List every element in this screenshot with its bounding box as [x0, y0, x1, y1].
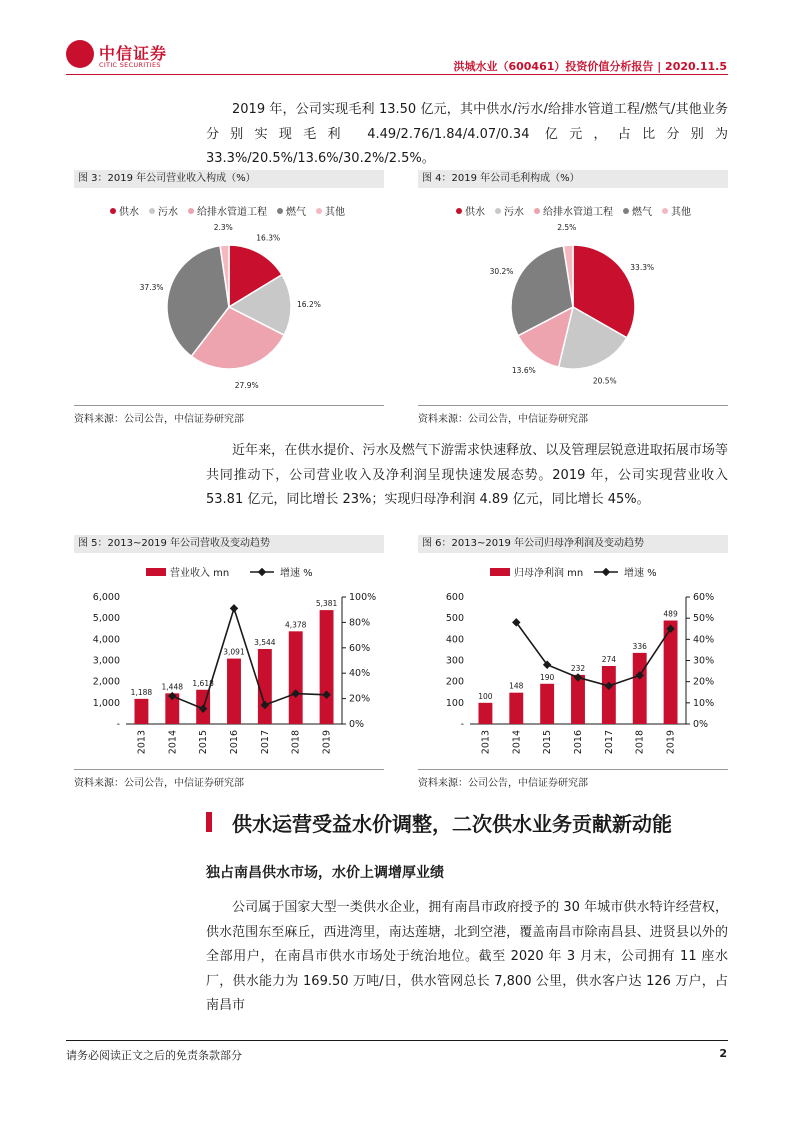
x-tick-label: 2015 — [542, 730, 554, 755]
legend-swatch — [662, 208, 668, 214]
legend-label: 其他 — [671, 207, 691, 218]
fig4-legend — [456, 203, 691, 218]
x-tick-label: 2014 — [511, 730, 523, 755]
bar-data-label: 1,448 — [161, 682, 184, 692]
bar-data-label: 100 — [478, 691, 493, 701]
y-tick-label: 4,000 — [92, 634, 120, 646]
section-marker — [206, 812, 212, 832]
x-tick-label: 2017 — [259, 730, 271, 755]
legend-line-marker — [258, 568, 266, 576]
fig4-pie-chart — [418, 220, 728, 400]
bar-data-label: 3,544 — [254, 637, 276, 647]
bar-data-label: 148 — [509, 681, 524, 691]
fig6-combo-chart — [418, 558, 728, 768]
x-tick-label: 2016 — [229, 730, 240, 755]
legend-label: 污水 — [504, 207, 524, 218]
legend-item — [534, 203, 613, 218]
legend-item — [188, 203, 267, 218]
x-tick-label: 2015 — [198, 730, 210, 755]
legend-swatch — [534, 208, 540, 214]
fig5-combo-chart — [74, 558, 384, 768]
header-divider — [66, 74, 728, 75]
pie-label: 30.2% — [489, 267, 514, 277]
legend-label: 燃气 — [286, 207, 306, 218]
legend-label: 供水 — [465, 207, 485, 218]
report-title: 洪城水业（600461）投资价值分析报告 | 2020.11.5 — [453, 60, 727, 73]
y-tick-label: 3,000 — [92, 655, 120, 667]
legend-line-label: 增速 % — [280, 568, 313, 579]
y2-tick-label: 60% — [693, 592, 715, 603]
legend-label: 其他 — [325, 207, 345, 218]
legend-item — [662, 203, 691, 218]
bar — [227, 659, 241, 724]
fig6-title: 图 6：2013~2019 年公司归母净利润及变动趋势 — [418, 535, 728, 553]
bar — [289, 631, 303, 724]
logo-text-en: CITIC SECURITIES — [99, 61, 161, 69]
y2-tick-label: 30% — [693, 655, 715, 667]
legend-bar-swatch — [490, 568, 510, 576]
legend-item — [495, 203, 524, 218]
y2-tick-label: 100% — [349, 592, 377, 603]
pie-label: 16.2% — [297, 299, 321, 309]
middle-paragraph — [206, 439, 728, 513]
citic-logo-icon — [66, 40, 94, 68]
footer-divider — [66, 1040, 728, 1041]
y2-tick-label: 50% — [693, 613, 715, 625]
y2-tick-label: 0% — [349, 719, 365, 730]
fig4-title: 图 4：2019 年公司毛利构成（%） — [418, 170, 728, 188]
fig3-source: 资料来源：公司公告，中信证券研究部 — [74, 405, 384, 425]
intro-paragraph — [206, 98, 728, 172]
x-tick-label: 2013 — [480, 730, 492, 755]
legend-item — [110, 203, 139, 218]
x-tick-label: 2013 — [136, 730, 148, 755]
section-text: 公司属于国家大型一类供水企业，拥有南昌市政府授予的 30 年城市供水特许经营权，供水范围东至麻丘，西进湾里，南达莲塘，北到空港，覆盖南昌市除南昌县、进贤县以外的全部用户，在南昌市供水市场处于统治地位。截至 2020 年 3 月末，公司拥有 11 座水厂，供水能力为 169.50 万吨/日，供水管网总长 7,800 公里，供水客户达 126 万户，占南昌市 — [206, 900, 728, 1013]
y2-tick-label: 0% — [693, 719, 709, 730]
fig3-title: 图 3：2019 年公司营业收入构成（%） — [74, 170, 384, 188]
legend-swatch — [623, 208, 629, 214]
y-tick-label: 2,000 — [92, 676, 120, 688]
bar — [134, 699, 148, 724]
bar — [509, 693, 523, 724]
legend-label: 污水 — [158, 207, 178, 218]
bar-data-label: 336 — [632, 641, 647, 651]
bar — [602, 666, 616, 724]
legend-swatch — [277, 208, 283, 214]
x-tick-label: 2016 — [573, 730, 584, 755]
bar-data-label: 1,188 — [130, 687, 153, 697]
y-tick-label: - — [116, 719, 120, 730]
legend-item — [149, 203, 178, 218]
page-number: 2 — [719, 1047, 727, 1060]
y-tick-label: 200 — [445, 676, 464, 688]
y-tick-label: 6,000 — [92, 592, 120, 603]
legend-swatch — [456, 208, 462, 214]
section-paragraph — [206, 896, 728, 1019]
bar-data-label: 190 — [539, 672, 555, 682]
bar — [478, 703, 492, 724]
fig5-source: 资料来源：公司公告，中信证券研究部 — [74, 769, 384, 789]
fig3-legend — [110, 203, 345, 218]
bar — [540, 684, 554, 724]
y-tick-label: 500 — [445, 613, 464, 625]
legend-label: 供水 — [119, 207, 139, 218]
x-tick-label: 2017 — [603, 730, 615, 755]
y-tick-label: 5,000 — [92, 613, 120, 625]
pie-label: 20.5% — [592, 376, 617, 386]
y-tick-label: 400 — [445, 634, 464, 646]
x-tick-label: 2019 — [665, 730, 677, 755]
bar-data-label: 489 — [663, 609, 678, 619]
legend-label: 燃气 — [632, 207, 652, 218]
legend-swatch — [188, 208, 194, 214]
growth-marker — [230, 604, 238, 612]
legend-item — [623, 203, 652, 218]
y2-tick-label: 20% — [693, 676, 715, 688]
bar — [633, 653, 647, 724]
intro-text: 2019 年，公司实现毛利 13.50 亿元，其中供水/污水/给排水管道工程/燃气/其他业务分别实现毛利 4.49/2.76/1.84/4.07/0.34 亿元，占比分别为 33.3%/20.5%/13.6%/30.2%/2.5%。 — [206, 102, 728, 166]
y2-tick-label: 20% — [349, 693, 371, 705]
legend-swatch — [316, 208, 322, 214]
bar — [571, 675, 585, 724]
bar-data-label: 232 — [570, 663, 586, 673]
legend-item — [456, 203, 485, 218]
y-tick-label: 1,000 — [92, 697, 120, 709]
y-tick-label: 100 — [445, 697, 464, 709]
pie-label: 37.3% — [139, 282, 164, 292]
y2-tick-label: 40% — [693, 634, 715, 646]
legend-item — [277, 203, 306, 218]
y-tick-label: - — [460, 719, 464, 730]
legend-bar-label: 归母净利润 mn — [514, 568, 584, 579]
y2-tick-label: 10% — [693, 697, 715, 709]
y2-tick-label: 80% — [349, 617, 371, 629]
pie-label: 2.5% — [557, 223, 577, 233]
logo-text-cn: 中信证券 — [99, 44, 168, 63]
pie-label: 13.6% — [511, 366, 536, 376]
fig6-source: 资料来源：公司公告，中信证券研究部 — [418, 769, 728, 789]
legend-swatch — [495, 208, 501, 214]
pie-label: 27.9% — [234, 381, 259, 391]
x-tick-label: 2014 — [167, 730, 179, 755]
x-tick-label: 2018 — [634, 730, 646, 755]
pie-label: 2.3% — [213, 223, 233, 233]
legend-bar-label: 营业收入 mn — [170, 568, 230, 579]
bar-data-label: 274 — [601, 655, 617, 665]
legend-line-marker — [602, 568, 610, 576]
y2-tick-label: 60% — [349, 642, 371, 654]
middle-text: 近年来，在供水提价、污水及燃气下游需求快速释放、以及管理层锐意进取拓展市场等共同推动下，公司营业收入及净利润呈现快速发展态势。2019 年，公司实现营业收入 53.81 亿元，同比增长 23%；实现归母净利润 4.89 亿元，同比增长 45%。 — [206, 443, 728, 507]
bar — [320, 610, 334, 724]
legend-label: 给排水管道工程 — [197, 207, 267, 218]
fig3-pie-chart — [74, 220, 384, 400]
legend-swatch — [149, 208, 155, 214]
bar-data-label: 3,091 — [223, 647, 245, 657]
y2-tick-label: 40% — [349, 668, 371, 680]
bar-data-label: 1,618 — [192, 678, 214, 688]
fig4-source: 资料来源：公司公告，中信证券研究部 — [418, 405, 728, 425]
bar — [258, 649, 272, 724]
subsection-title: 独占南昌供水市场，水价上调增厚业绩 — [206, 865, 444, 881]
legend-swatch — [110, 208, 116, 214]
section-title: 供水运营受益水价调整，二次供水业务贡献新动能 — [232, 812, 672, 836]
legend-line-label: 增速 % — [624, 568, 657, 579]
fig5-title: 图 5：2013~2019 年公司营收及变动趋势 — [74, 535, 384, 553]
y-tick-label: 600 — [445, 592, 464, 603]
legend-bar-swatch — [146, 568, 166, 576]
x-tick-label: 2019 — [321, 730, 333, 755]
legend-label: 给排水管道工程 — [543, 207, 613, 218]
bar-data-label: 5,381 — [315, 599, 338, 609]
pie-label: 33.3% — [630, 262, 655, 272]
footer-disclaimer: 请务必阅读正文之后的免责条款部分 — [66, 1049, 242, 1062]
x-tick-label: 2018 — [290, 730, 302, 755]
y-tick-label: 300 — [445, 655, 464, 667]
legend-item — [316, 203, 345, 218]
pie-label: 16.3% — [256, 233, 281, 243]
bar-data-label: 4,378 — [284, 620, 307, 630]
